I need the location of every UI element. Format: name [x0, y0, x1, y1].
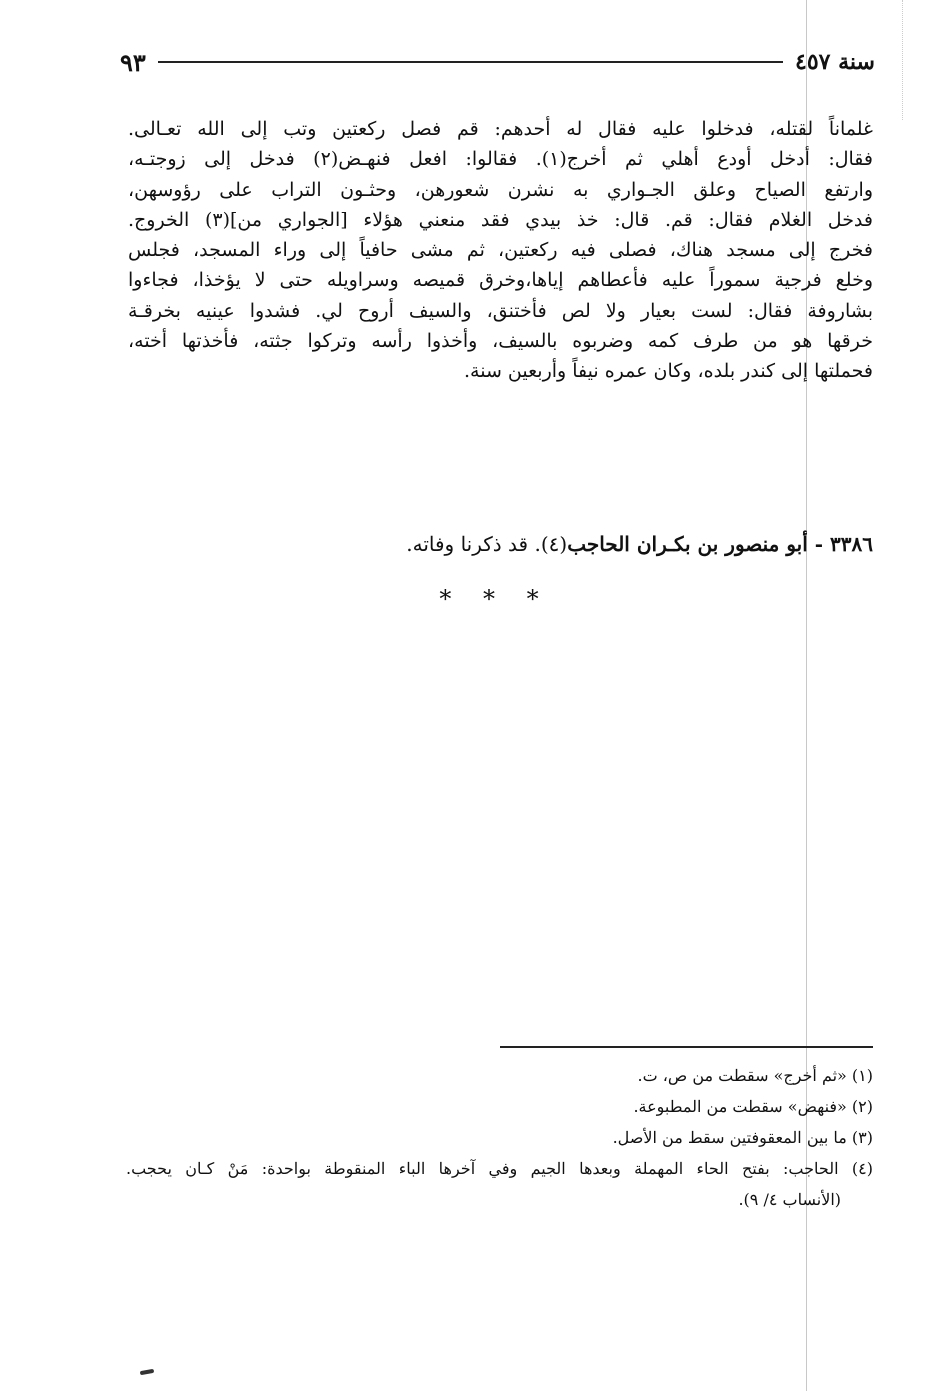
page-header: [120, 42, 875, 82]
biography-entry: [128, 528, 873, 560]
footnote: (١) «ثم أخرج» سقطت من ص، ت.: [637, 1066, 873, 1085]
main-text: [128, 114, 873, 387]
text-line: فحملتها إلى كندر بلده، وكان عمره نيفاً وأربعين سنة.: [464, 360, 873, 383]
entry-text: . قد ذكرنا وفاته.: [406, 532, 541, 556]
text-line: وخلع فرجية سموراً عليه فأعطاهم إياها،وخرق قميصه وسراويله حتى لا يؤخذا، فجاءوا: [128, 269, 873, 292]
text-line: فدخل الغلام فقال: قم. قال: خذ بيدي فقد منعني هؤلاء [الجواري من](٣) الخروج.: [128, 208, 873, 231]
footnote: (٤) الحاجب: بفتح الحاء المهملة وبعدها الجيم وفي آخرها الباء المنقوطة بواحدة: مَنْ كـان يحجب.: [126, 1159, 873, 1178]
footnote-rule: [500, 1046, 873, 1048]
text-line: فخرج إلى مسجد هناك، فصلى فيه ركعتين، ثم مشى حافياً إلى وراء المسجد، فجلس: [128, 239, 873, 262]
footnote: (٣) ما بين المعقوفتين سقط من الأصل.: [612, 1128, 873, 1147]
text-line: غلماناً لقتله، فدخلوا عليه فقال له أحدهم: قم فصل ركعتين وتب إلى الله تعـالى.: [128, 118, 873, 140]
page-edge-mark: [902, 0, 903, 120]
running-head: سنة ٤٥٧: [795, 49, 875, 75]
text-line: بشاروفة فقال: لست بعيار ولا لص فأختنق، والسيف أروح لي. فشدوا عينيه بخرقـة: [128, 299, 873, 322]
scan-speck: [140, 1369, 154, 1375]
footnote: (٢) «فنهض» سقطت من المطبوعة.: [633, 1097, 873, 1116]
page-number: ٩٣: [120, 47, 146, 77]
footnotes: [126, 1060, 873, 1215]
text-line: وارتفع الصياح وعلق الجـواري به نشرن شعورهن، وحثـون التراب على رؤوسهن،: [128, 178, 873, 201]
section-separator: * * *: [439, 585, 551, 613]
footnote-continuation: (الأنساب ٤/ ٩).: [738, 1190, 841, 1209]
text-line: فقال: أدخل أودع أهلي ثم أخرج(١). فقالوا: افعل فنهـض(٢) فدخل إلى زوجتـه،: [128, 148, 873, 171]
header-rule: [158, 61, 783, 63]
entry-number: ٣٣٨٦: [830, 532, 873, 556]
entry-name: أبو منصور بن بكـران الحاجب: [567, 532, 808, 556]
text-line: خرقها هو من طرف كمه وضربوه بالسيف، وأخذوا رأسه وتركوا جثته، فأخذتها أخته،: [128, 330, 873, 353]
footnote-reference: (٤): [540, 532, 568, 556]
entry-dash: -: [807, 532, 831, 556]
